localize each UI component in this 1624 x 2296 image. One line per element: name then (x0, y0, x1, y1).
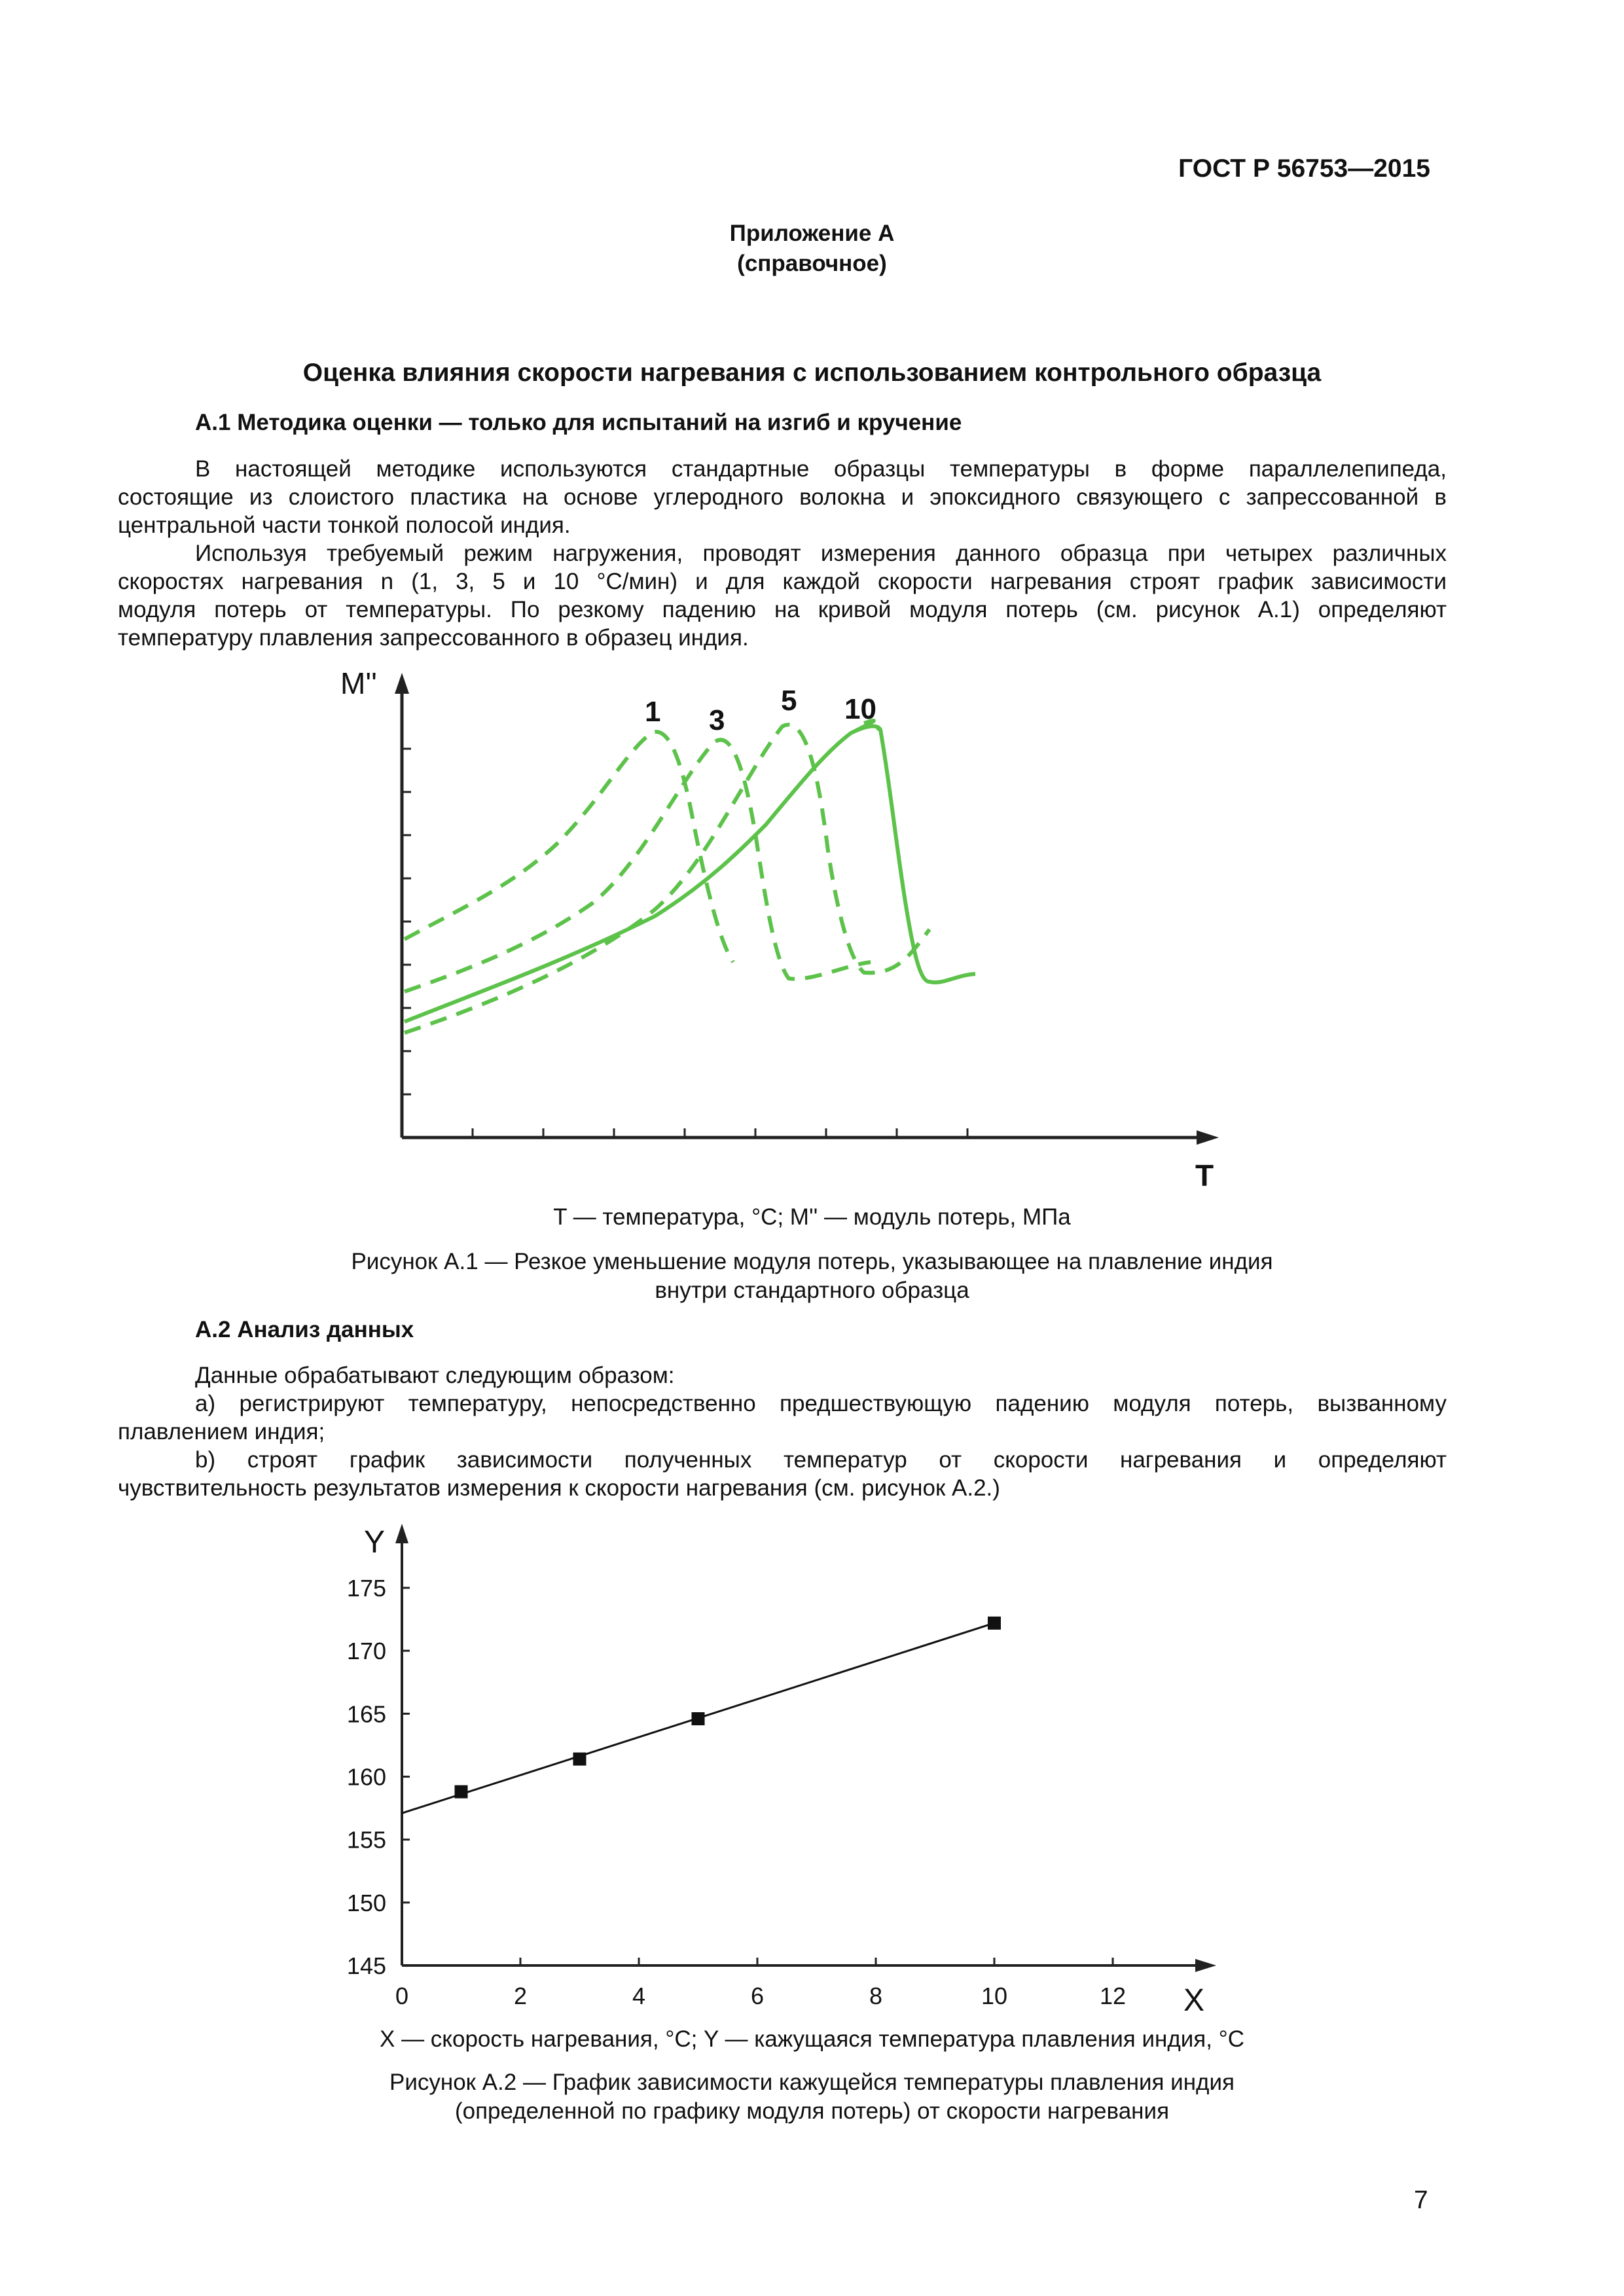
chart-x-tick-label: 6 (750, 1982, 765, 2009)
chart-y-tick-label: 170 (346, 1638, 386, 1665)
chart-data-point (573, 1753, 586, 1766)
chart-data-point (988, 1617, 1001, 1630)
section-title: Оценка влияния скорости нагревания с использованием контрольного образца (302, 359, 1322, 387)
text-line: скоростях нагревания n (1, 3, 5 и 10 °С/мин) и для каждой скорости нагревания строят график зависимости (118, 569, 1447, 594)
curve-label-3: 3 (709, 704, 725, 736)
fig2-caption-line2: (определенной по графику модуля потерь) от скорости нагревания (454, 2098, 1170, 2124)
chart-x-tick-label: 8 (869, 1982, 883, 2009)
chart-y-label: Y (364, 1525, 386, 1560)
text-line: а) регистрируют температуру, непосредственно предшествующую падению модуля потерь, вызванному (195, 1391, 1447, 1416)
text-line: чувствительность результатов измерения к скорости нагревания (см. рисунок А.2.) (118, 1475, 1000, 1501)
curve-label-5: 5 (781, 685, 797, 717)
fig1-y-label: M'' (340, 666, 377, 700)
fig2-caption-line1: Рисунок А.2 — График зависимости кажущейся температуры плавления индия (389, 2070, 1235, 2095)
curve-label-1: 1 (645, 696, 661, 728)
text-line: Данные обрабатывают следующим образом: (195, 1363, 675, 1388)
appendix-note: (справочное) (737, 251, 887, 276)
chart-x-tick-label: 12 (1099, 1982, 1127, 2009)
text-line: плавлением индия; (118, 1419, 325, 1444)
chart-x-label: X (1183, 1983, 1205, 2018)
chart-y-tick-label: 175 (346, 1575, 386, 1602)
text-line: b) строят график зависимости полученных температур от скорости нагревания и определяют (195, 1447, 1447, 1473)
fig1-legend: T — температура, °С; M'' — модуль потерь, МПа (553, 1204, 1071, 1230)
page-number: 7 (1414, 2186, 1428, 2214)
chart-y-tick-label: 160 (346, 1763, 386, 1791)
chart-y-tick-label: 145 (346, 1952, 386, 1979)
text-line: состоящие из слоистого пластика на основе углеродного волокна и эпоксидного связующего с запрессованной в (118, 484, 1447, 510)
text-line: модуля потерь от температуры. По резкому падению на кривой модуля потерь (см. рисунок А.1) определяют (118, 597, 1447, 622)
fig2-legend: X — скорость нагревания, °С; Y — кажущаяся температура плавления индия, °С (380, 2026, 1244, 2052)
text-line: В настоящей методике используются стандартные образцы температуры в форме параллелепипеда, (195, 456, 1447, 482)
a1-heading: А.1 Методика оценки — только для испытаний на изгиб и кручение (195, 410, 962, 435)
chart-data-point (455, 1785, 468, 1799)
chart-y-tick-label: 165 (346, 1700, 386, 1728)
chart-y-tick-label: 155 (346, 1826, 386, 1854)
chart-x-tick-label: 2 (513, 1982, 528, 2009)
chart-y-arrow (395, 1524, 408, 1543)
chart-x-arrow (1195, 1959, 1216, 1972)
fig1-caption-line2: внутри стандартного образца (655, 1278, 969, 1303)
chart-data-point (692, 1712, 705, 1725)
chart-x-tick-label: 4 (632, 1982, 646, 2009)
appendix-title: Приложение А (729, 221, 895, 246)
a2-heading: А.2 Анализ данных (195, 1317, 414, 1342)
curve-label-10: 10 (844, 693, 876, 725)
text-line: Используя требуемый режим нагружения, проводят измерения данного образца при четырех различных (195, 541, 1447, 566)
chart-x-tick-label: 0 (395, 1982, 409, 2009)
chart-y-tick-label: 150 (346, 1889, 386, 1916)
chart-x-tick-label: 10 (981, 1982, 1008, 2009)
text-line: температуру плавления запрессованного в образец индия. (118, 625, 749, 651)
fig1-x-label: T (1195, 1158, 1214, 1193)
standard-number: ГОСТ Р 56753—2015 (1178, 154, 1430, 183)
fig1-caption-line1: Рисунок А.1 — Резкое уменьшение модуля потерь, указывающее на плавление индия (351, 1249, 1273, 1274)
text-line: центральной части тонкой полосой индия. (118, 512, 571, 538)
